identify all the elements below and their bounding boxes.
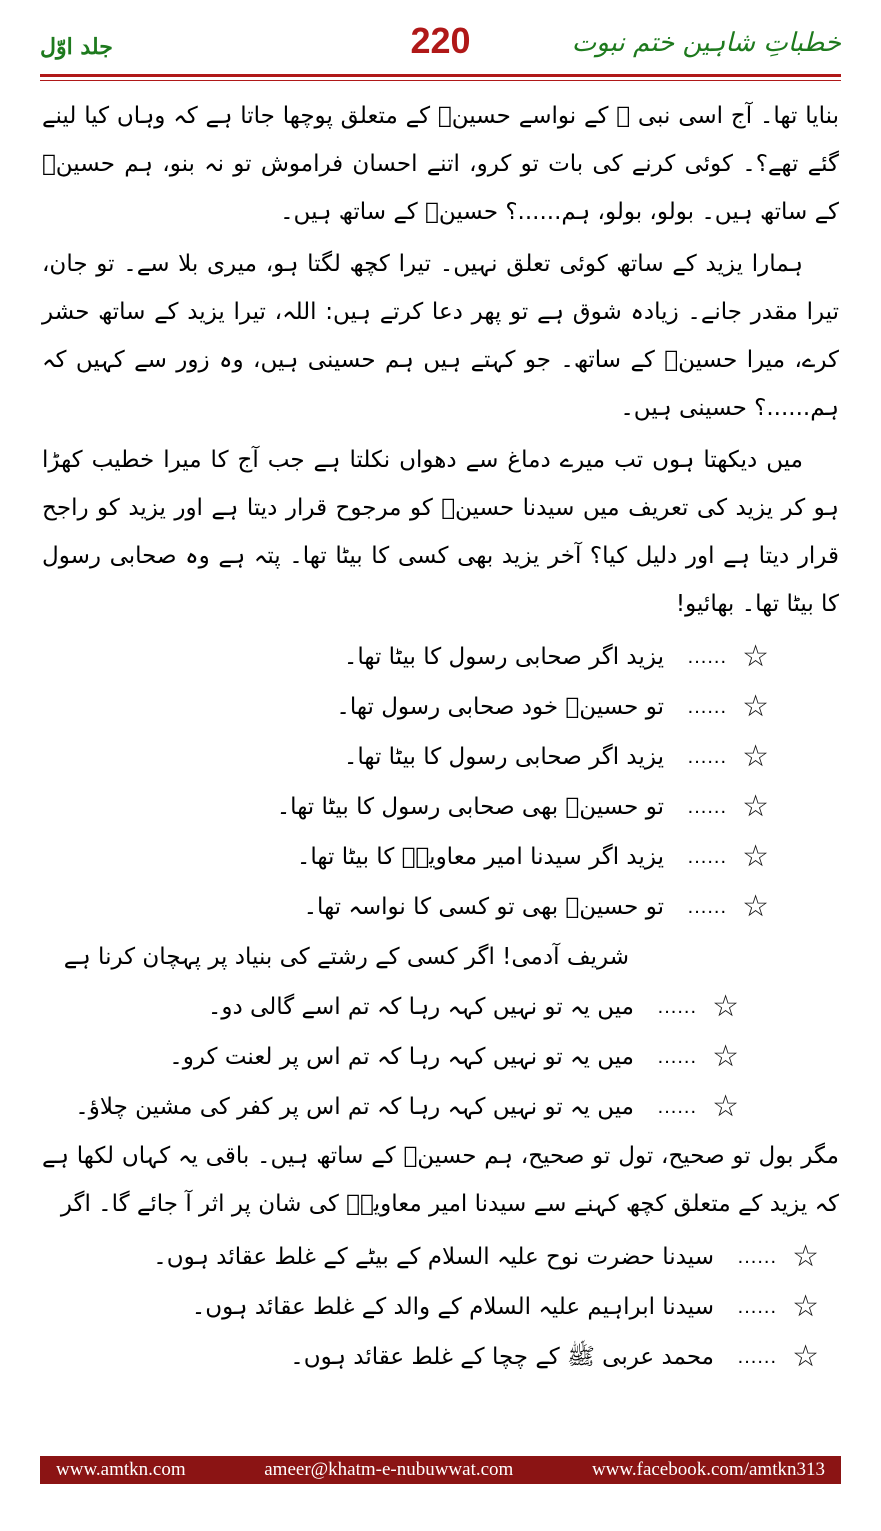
paragraph-4: مگر بول تو صحیح، تول تو صحیح، ہم حسینؓ کے ساتھ ہیں۔ باقی یہ کہاں لکھا ہے کہ یزید کے متعلق کچھ کہنے سے سیدنا امیر معاویہؓ کی شان پر اثر آ جائے گا۔ اگر [42,1143,839,1217]
star-icon: ☆ [742,889,769,924]
leader-dots: ...... [687,646,727,668]
header-rule-thin [40,80,841,81]
list-item [42,1332,839,1382]
leader-dots: ...... [687,846,727,868]
list-item [42,982,839,1032]
leader-dots: ...... [687,796,727,818]
star-icon: ☆ [742,639,769,674]
bullet-list-2 [42,982,839,1132]
page-footer [40,1456,841,1484]
book-title: خطباتِ شاہین ختم نبوت [571,28,841,58]
list-item-text: یزید اگر صحابی رسول کا بیٹا تھا۔ [343,644,664,670]
footer-website-link[interactable]: www.amtkn.com [56,1459,186,1480]
star-icon: ☆ [742,789,769,824]
leader-dots: ...... [687,696,727,718]
star-icon: ☆ [712,1039,739,1074]
leader-dots: ...... [657,1046,697,1068]
paragraph-1: بنایا تھا۔ آج اسی نبی ﷺ کے نواسے حسینؓ کے متعلق پوچھا جاتا ہے کہ وہاں کیا لینے گئے تھے؟۔ کوئی کرنے کی بات تو کرو، اتنے احسان فراموش تو نہ بنو، ہم حسینؓ کے ساتھ ہیں۔ بولو، بولو، ہم......؟ حسینؓ کے ساتھ ہیں۔ [42,103,839,225]
list-item [42,632,839,682]
list-item [42,1032,839,1082]
leader-dots: ...... [737,1346,777,1368]
list-item-text: سیدنا حضرت نوح علیہ السلام کے بیٹے کے غلط عقائد ہوں۔ [153,1244,714,1270]
list-item-text: میں یہ تو نہیں کہہ رہا کہ تم اس پر کفر کی مشین چلاؤ۔ [75,1094,634,1120]
list-item-text: محمد عربی ﷺ کے چچا کے غلط عقائد ہوں۔ [290,1344,714,1370]
star-icon: ☆ [712,1089,739,1124]
leader-dots: ...... [737,1296,777,1318]
list-item-text: تو حسینؓ بھی صحابی رسول کا بیٹا تھا۔ [276,794,664,820]
list-item-text: یزید اگر صحابی رسول کا بیٹا تھا۔ [343,744,664,770]
list-item [42,882,839,932]
list-item [42,1082,839,1132]
header-rule [40,74,841,77]
star-icon: ☆ [792,1339,819,1374]
subheading-line: شریف آدمی! اگر کسی کے رشتے کی بنیاد پر پہچان کرنا ہے [63,944,629,970]
paragraph-3: میں دیکھتا ہوں تب میرے دماغ سے دھواں نکلتا ہے جب آج کا میرا خطیب کھڑا ہو کر یزید کی تعریف میں سیدنا حسینؓ کو مرجوح قرار دیتا ہے اور یزید کو راجح قرار دیتا ہے اور دلیل کیا؟ آخر یزید بھی کسی کا بیٹا تھا۔ پتہ ہے وہ صحابی رسول کا بیٹا تھا۔ بھائیو! [42,447,839,617]
star-icon: ☆ [742,739,769,774]
list-item [42,682,839,732]
star-icon: ☆ [742,839,769,874]
star-icon: ☆ [792,1239,819,1274]
bullet-list-3 [42,1232,839,1382]
list-item-text: یزید اگر سیدنا امیر معاویہؓ کا بیٹا تھا۔ [296,844,664,870]
star-icon: ☆ [742,689,769,724]
list-item [42,832,839,882]
star-icon: ☆ [712,989,739,1024]
leader-dots: ...... [687,896,727,918]
list-item-text: میں یہ تو نہیں کہہ رہا کہ تم اس پر لعنت کرو۔ [169,1044,634,1070]
bullet-list-1 [42,632,839,932]
leader-dots: ...... [657,1096,697,1118]
footer-email-link[interactable]: ameer@khatm-e-nubuwwat.com [264,1459,514,1480]
volume-label: جلد اوّل [40,34,113,60]
page-body [42,92,839,1437]
list-item [42,1282,839,1332]
paragraph-2: ہمارا یزید کے ساتھ کوئی تعلق نہیں۔ تیرا کچھ لگتا ہو، میری بلا سے۔ تو جان، تیرا مقدر جانے۔ زیادہ شوق ہے تو پھر دعا کرتے ہیں: اللہ، تیرا یزید کے ساتھ حشر کرے، میرا حسینؓ کے ساتھ۔ جو کہتے ہیں ہم حسینی ہیں، وہ زور سے کہیں کہ ہم......؟ حسینی ہیں۔ [42,251,839,421]
leader-dots: ...... [687,746,727,768]
page-header [40,14,841,68]
list-item [42,732,839,782]
list-item-text: سیدنا ابراہیم علیہ السلام کے والد کے غلط عقائد ہوں۔ [191,1294,714,1320]
footer-facebook-link[interactable]: www.facebook.com/amtkn313 [591,1459,825,1480]
list-item [42,1232,839,1282]
leader-dots: ...... [657,996,697,1018]
star-icon: ☆ [792,1289,819,1324]
list-item [42,782,839,832]
list-item-text: تو حسینؓ بھی تو کسی کا نواسہ تھا۔ [303,894,664,920]
list-item-text: میں یہ تو نہیں کہہ رہا کہ تم اسے گالی دو۔ [207,994,634,1020]
list-item-text: تو حسینؓ خود صحابی رسول تھا۔ [336,694,664,720]
page-number: 220 [410,20,471,61]
leader-dots: ...... [737,1246,777,1268]
